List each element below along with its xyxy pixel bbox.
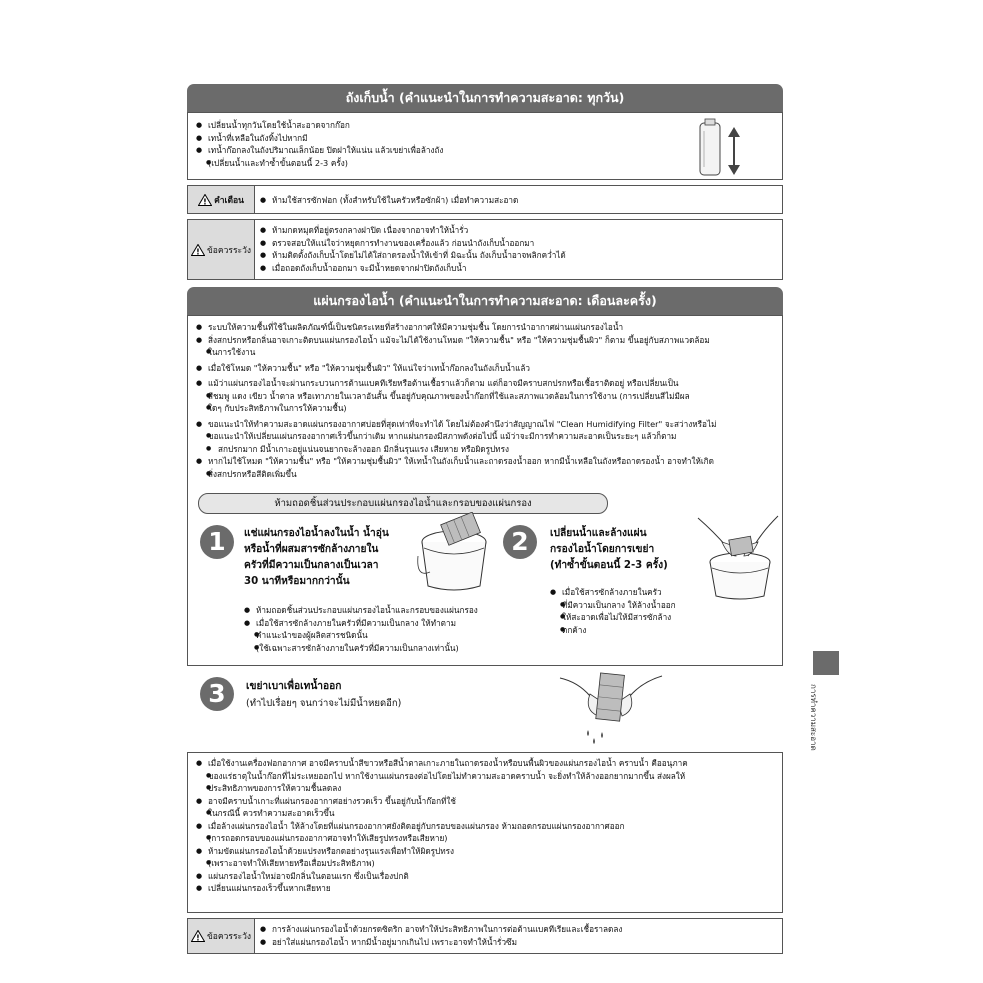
step-3-number: 3 <box>200 677 234 711</box>
caution-box-2 <box>187 918 783 954</box>
caution1-bullet: ● เมื่อถอดถังเก็บน้ำออกมา จะมีน้ำหยดจากฝาปิดถังเก็บน้ำ <box>260 262 775 275</box>
step-1-number: 1 <box>200 525 234 559</box>
step-2-bullet: ● เมื่อใช้สารซักล้างภายในครัว <box>550 586 700 599</box>
warning-bullet: ● ห้ามใช้สารซักฟอก (ทั้งสำหรับใช้ในครัวหรือซักผ้า) เมื่อทำความสะอาด <box>260 194 770 207</box>
filter-bullet-cont: ● ขอแนะนำให้เปลี่ยนแผ่นกรองอากาศเร็วขึ้นกว่าเดิม หากแผ่นกรองมีสภาพดังต่อไปนี้ แม้ว่าจะมีการทำความสะอาดเป็นระยะๆ แล้วก็ตาม <box>196 430 780 443</box>
tank-bullet: ● เทน้ำก๊อกลงในถังปริมาณเล็กน้อย ปิดฝาให้แน่น แล้วเขย่าเพื่อล้างถัง <box>196 144 696 157</box>
step-1-bullet-cont: ● คำแนะนำของผู้ผลิตสารชนิดนั้น <box>244 629 494 642</box>
step-2-bullets <box>550 586 700 636</box>
step-2-bullet-cont: ● ที่มีความเป็นกลาง ให้ล้างน้ำออก <box>550 599 700 612</box>
note-bullet-cont: ● (เพราะอาจทำให้เสียหายหรือเสื่อมประสิทธิภาพ) <box>196 857 780 870</box>
tank-bullet-cont: ● (เปลี่ยนน้ำและทำซ้ำขั้นตอนนี้ 2-3 ครั้ง) <box>196 157 696 170</box>
filter-bullet: ● แม้ว่าแผ่นกรองไอน้ำจะผ่านกระบวนการต้านแบคทีเรียหรือต้านเชื้อราแล้วก็ตาม แต่ก็อาจมีคราบสกปรกหรือเชื้อราติดอยู่ หรือเปลี่ยนเป็น <box>196 377 780 390</box>
warning-label: ! คำเตือน <box>188 186 255 213</box>
caution-triangle-icon <box>191 244 205 256</box>
warning-triangle-icon <box>198 194 212 206</box>
svg-text:!: ! <box>196 247 200 256</box>
section-side-tab <box>813 651 839 675</box>
tank-box <box>187 112 783 180</box>
note-bullet-cont: ● ประสิทธิภาพของการให้ความชื้นลดลง <box>196 782 780 795</box>
step-1-title: แช่แผ่นกรองไอน้ำลงในน้ำ น้ำอุ่น หรือน้ำที่ผสมสารซักล้างภายใน ครัวที่มีความเป็นกลางเป็นเวลา 30 นาทีหรือมากกว่านั้น <box>244 528 389 587</box>
caution1-bullet: ● ห้ามติดตั้งถังเก็บน้ำโดยไม่ได้ใส่ถาดรองน้ำให้เข้าที่ มิฉะนั้น ถังเก็บน้ำอาจพลิกคว่ำได้ <box>260 249 775 262</box>
note-bullet: ● อาจมีคราบน้ำเกาะที่แผ่นกรองอากาศอย่างรวดเร็ว ขึ้นอยู่กับน้ำก๊อกที่ใช้ <box>196 795 780 808</box>
filter-bullet: ● เมื่อใช้โหมด "ให้ความชื้น" หรือ "ให้ความชุ่มชื้นผิว" ให้แน่ใจว่าเทน้ำก๊อกลงในถังเก็บน้ำแล้ว <box>196 362 780 375</box>
shake-filter-illustration <box>558 668 664 750</box>
warning-box <box>187 185 783 214</box>
note-bullet-cont: ● ของแร่ธาตุในน้ำก๊อกที่ไม่ระเหยออกไป หากใช้งานแผ่นกรองต่อไปโดยไม่ทำความสะอาดคราบน้ำ จะยิ่งทำให้ล้างออกยากมากขึ้น ส่งผลให้ <box>196 770 780 783</box>
step-1-bullet: ● ห้ามถอดชิ้นส่วนประกอบแผ่นกรองไอน้ำและกรอบของแผ่นกรอง <box>244 604 494 617</box>
section-side-label: การทำความสะอาด <box>809 684 818 751</box>
tank-title: ถังเก็บน้ำ (คำแนะนำในการทำความสะอาด: ทุกวัน) <box>345 90 625 105</box>
filter-bullet: ● ขอแนะนำให้ทำความสะอาดแผ่นกรองอากาศบ่อยที่สุดเท่าที่จะทำได้ โดยไม่ต้องคำนึงว่าสัญญาณไฟ "Clean Humidifying Filter" จะสว่างหรือไม่ <box>196 418 780 431</box>
water-tank-illustration <box>696 117 746 179</box>
filter-sub-bullet: ● สกปรกมาก มีน้ำเกาะอยู่แน่นจนยากจะล้างออก มีกลิ่นรุนแรง เสียหาย หรือผิดรูปทรง <box>196 443 780 456</box>
tank-header <box>187 84 783 112</box>
bucket-shake-illustration <box>696 512 780 602</box>
filter-box <box>187 315 783 665</box>
step-2-bullet-cont: ● ให้สะอาดเพื่อไม่ให้มีสารซักล้าง <box>550 611 700 624</box>
filter-bullets <box>196 321 780 480</box>
step-1-bullet: ● เมื่อใช้สารซักล้างภายในครัวที่มีความเป็นกลาง ให้ทำตาม <box>244 617 494 630</box>
note-bullet: ● เมื่อใช้งานเครื่องฟอกอากาศ อาจมีคราบน้ำสีขาวหรือสีน้ำตาลเกาะภายในถาดรองน้ำหรือบนพื้นผิวของแผ่นกรองไอน้ำ คราบน้ำ คืออนุภาค <box>196 757 780 770</box>
tank-bullet: ● เปลี่ยนน้ำทุกวันโดยใช้น้ำสะอาดจากก๊อก <box>196 119 696 132</box>
step-3-subtitle: (ทำไปเรื่อยๆ จนกว่าจะไม่มีน้ำหยดอีก) <box>246 698 402 709</box>
steps-divider <box>187 665 783 666</box>
caution2-bullet: ● การล้างแผ่นกรองไอน้ำด้วยกรดซิตริก อาจทำให้ประสิทธิภาพในการต่อต้านแบคทีเรียและเชื้อราลดลง <box>260 923 775 936</box>
step-2-bullet-cont: ● ตกค้าง <box>550 624 700 637</box>
filter-bullet: ● ระบบให้ความชื้นที่ใช้ในผลิตภัณฑ์นี้เป็นชนิดระเหยที่สร้างอากาศให้มีความชุ่มชื้น โดยการนำอากาศผ่านแผ่นกรองไอน้ำ <box>196 321 780 334</box>
tank-bullet: ● เทน้ำที่เหลือในถังทิ้งไปหากมี <box>196 132 696 145</box>
caution-triangle-icon <box>191 930 205 942</box>
filter-bullet-cont: ● ในการใช้งาน <box>196 346 780 359</box>
note-bullet: ● ห้ามขัดแผ่นกรองไอน้ำด้วยแปรงหรือกดอย่างรุนแรงเพื่อทำให้ผิดรูปทรง <box>196 845 780 858</box>
note-bullet: ● เมื่อล้างแผ่นกรองไอน้ำ ให้ล้างโดยที่แผ่นกรองอากาศยังติดอยู่กับกรอบของแผ่นกรอง ห้ามถอดกรอบแผ่นกรองอากาศออก <box>196 820 780 833</box>
caution1-bullet: ● ตรวจสอบให้แน่ใจว่าหยุดการทำงานของเครื่องแล้ว ก่อนนำถังเก็บน้ำออกมา <box>260 237 775 250</box>
svg-text:!: ! <box>203 197 207 206</box>
filter-title: แผ่นกรองไอน้ำ (คำแนะนำในการทำความสะอาด: เดือนละครั้ง) <box>313 293 657 308</box>
step-2-title: เปลี่ยนน้ำและล้างแผ่น กรองไอน้ำโดยการเขย่า (ทำซ้ำขั้นตอนนี้ 2-3 ครั้ง) <box>550 528 668 571</box>
step-1-bullets <box>244 604 494 654</box>
step-1-bullet-cont: ● (ใช้เฉพาะสารซักล้างภายในครัวที่มีความเป็นกลางเท่านั้น) <box>244 642 494 655</box>
caution2-bullets <box>260 923 775 948</box>
svg-text:!: ! <box>196 933 200 942</box>
caution1-bullet: ● ห้ามกดหมุดที่อยู่ตรงกลางฝาปิด เนื่องจากอาจทำให้น้ำรั่ว <box>260 224 775 237</box>
filter-header <box>187 287 783 315</box>
note-bullet-cont: ● (การถอดกรอบของแผ่นกรองอากาศอาจทำให้เสียรูปทรงหรือเสียหาย) <box>196 832 780 845</box>
caution-label-2: ! ข้อควรระวัง <box>188 919 255 953</box>
step-2-number: 2 <box>503 525 537 559</box>
bucket-soak-illustration <box>416 512 492 594</box>
caution1-bullets <box>260 224 775 274</box>
warning-bullets <box>260 194 770 207</box>
filter-bullet-cont: ● สีชมพู แดง เขียว น้ำตาล หรือเทาภายในเวลาอันสั้น ขึ้นอยู่กับคุณภาพของน้ำก๊อกที่ใช้และสภาพแวดล้อมในการใช้งาน (การเปลี่ยนสีไม่มีผล <box>196 390 780 403</box>
note-bullet: ● แผ่นกรองไอน้ำใหม่อาจมีกลิ่นในตอนแรก ซึ่งเป็นเรื่องปกติ <box>196 870 780 883</box>
filter-bullet: ● สิ่งสกปรกหรือกลิ่นอาจเกาะติดบนแผ่นกรองไอน้ำ แม้จะไม่ได้ใช้งานโหมด "ให้ความชื้น" หรือ "ให้ความชุ่มชื้นผิว" ก็ตาม ขึ้นอยู่กับสภาพแวดล้อม <box>196 334 780 347</box>
note-bullet: ● เปลี่ยนแผ่นกรองเร็วขึ้นหากเสียหาย <box>196 882 780 895</box>
step-3-title: เขย่าเบาเพื่อเทน้ำออก <box>246 681 342 692</box>
filter-bullet-cont: ● ใดๆ กับประสิทธิภาพในการให้ความชื้น) <box>196 402 780 415</box>
caution-box-1 <box>187 219 783 280</box>
notes-box <box>187 752 783 913</box>
note-bullet-cont: ● ในกรณีนี้ ควรทำความสะอาดเร็วขึ้น <box>196 807 780 820</box>
notes-bullets <box>196 757 780 895</box>
filter-bullet-cont: ● สิ่งสกปรกหรือสีติดเพิ่มขึ้น <box>196 468 780 481</box>
caution2-bullet: ● อย่าใส่แผ่นกรองไอน้ำ หากมีน้ำอยู่มากเกินไป เพราะอาจทำให้น้ำรั่วซึม <box>260 936 775 949</box>
filter-bullet: ● หากไม่ใช้โหมด "ให้ความชื้น" หรือ "ให้ความชุ่มชื้นผิว" ให้เทน้ำในถังเก็บน้ำและถาดรองน้ำออก หากมีน้ำเหลือในถังหรือถาดรองน้ำ อาจทำให้เกิด <box>196 455 780 468</box>
no-disassemble-pill: ห้ามถอดชิ้นส่วนประกอบแผ่นกรองไอน้ำและกรอบของแผ่นกรอง <box>198 493 608 514</box>
caution-label-1: ! ข้อควรระวัง <box>188 220 255 279</box>
tank-bullets <box>196 119 696 169</box>
